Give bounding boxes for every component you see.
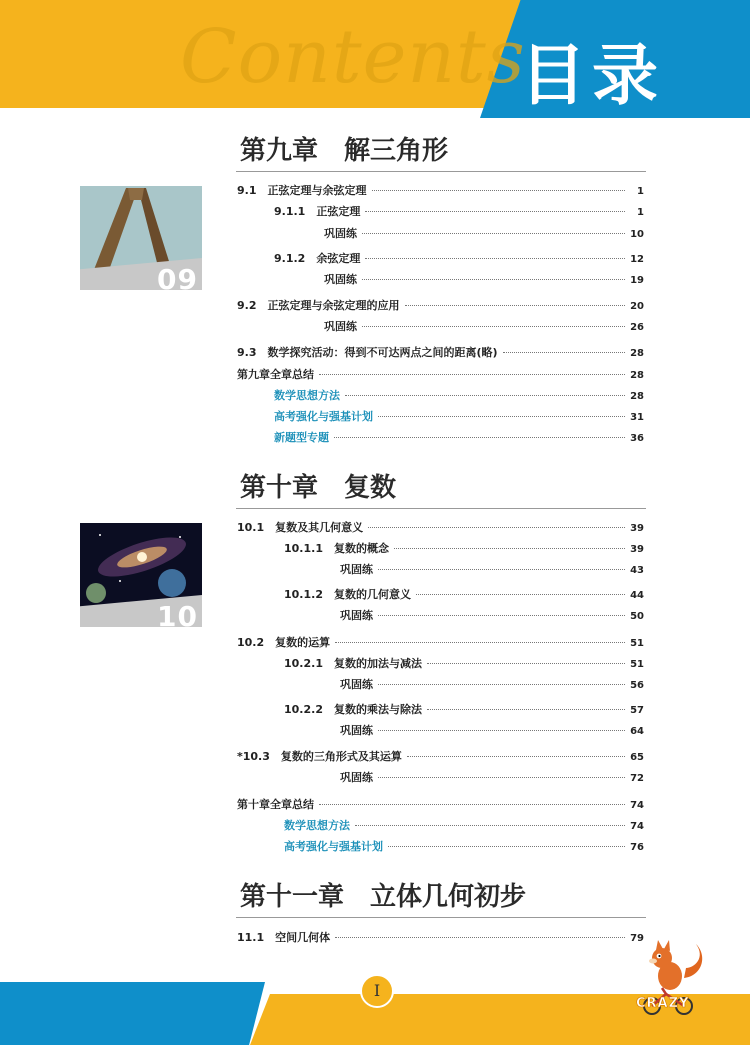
toc-entry-page: 43: [630, 565, 644, 576]
toc-dot-leader: [345, 395, 625, 396]
toc-entry-label: 巩固练: [340, 771, 373, 784]
toc-entry[interactable]: [237, 519, 644, 537]
toc-entry-page: 26: [630, 322, 644, 333]
toc-dot-leader: [334, 437, 625, 438]
toc-entry-label: 10.2 复数的运算: [237, 636, 331, 649]
toc-entry-page: 1: [637, 207, 644, 218]
toc-entry-page: 10: [630, 229, 644, 240]
toc-entry[interactable]: [237, 182, 644, 200]
chapter-11-number: 第十一章: [240, 882, 345, 912]
toc-entry-page: 31: [630, 412, 644, 423]
toc-dot-leader: [365, 211, 625, 212]
toc-dot-leader: [372, 190, 626, 191]
toc-entry-label: 巩固练: [340, 609, 373, 622]
toc-dot-leader: [368, 527, 625, 528]
toc-dot-leader: [378, 777, 625, 778]
toc-entry[interactable]: [237, 344, 644, 362]
toc-entry-label: 数学思想方法: [284, 819, 350, 832]
toc-entry-label: 10.1.1 复数的概念: [284, 542, 389, 555]
toc-entry-label: 巩固练: [340, 724, 373, 737]
toc-entry[interactable]: [237, 366, 644, 384]
toc-entry-label: 第十章全章总结: [237, 798, 314, 811]
toc-entry[interactable]: [284, 838, 644, 856]
toc-entry[interactable]: [237, 929, 644, 947]
chapter-10-badge: 10: [157, 600, 198, 627]
toc-entry[interactable]: [274, 408, 644, 426]
toc-entry[interactable]: [237, 748, 644, 766]
toc-entry-page: 44: [630, 590, 644, 601]
toc-entry[interactable]: [274, 203, 644, 221]
toc-entry-page: 51: [630, 638, 644, 649]
toc-entry-label: 数学思想方法: [274, 389, 340, 402]
toc-entry[interactable]: [284, 701, 644, 719]
page-header: [0, 0, 750, 120]
toc-dot-leader: [427, 663, 625, 664]
chapter-9-image: [80, 186, 202, 290]
toc-entry[interactable]: [324, 225, 644, 243]
toc-dot-leader: [407, 756, 625, 757]
toc-dot-leader: [378, 615, 625, 616]
toc-entry-label: 巩固练: [324, 320, 357, 333]
toc-entry-page: 28: [630, 370, 644, 381]
toc-entry-label: 10.1.2 复数的几何意义: [284, 588, 411, 601]
chapter-10-rule: [236, 508, 646, 509]
toc-entry-label: 10.1 复数及其几何意义: [237, 521, 364, 534]
toc-entry-page: 36: [630, 433, 644, 444]
toc-entry-label: 9.1 正弦定理与余弦定理: [237, 184, 367, 197]
toc-entry-page: 20: [630, 301, 644, 312]
toc-entry-page: 76: [630, 842, 644, 853]
toc-entry[interactable]: [237, 634, 644, 652]
toc-dot-leader: [365, 258, 625, 259]
toc-entry[interactable]: [284, 817, 644, 835]
toc-dot-leader: [355, 825, 625, 826]
chapter-10-name: 复数: [344, 473, 397, 503]
toc-entry[interactable]: [340, 769, 644, 787]
toc-entry-label: 新题型专题: [274, 431, 329, 444]
chapter-9-name: 解三角形: [344, 136, 449, 166]
toc-entry-label: 高考强化与强基计划: [274, 410, 373, 423]
toc-entry[interactable]: [340, 722, 644, 740]
toc-entry-label: 巩固练: [324, 273, 357, 286]
footer-blue-band: [0, 982, 265, 1045]
toc-entry-label: 巩固练: [340, 563, 373, 576]
chapter-11-rule: [236, 917, 646, 918]
mascot-label: CRAZY: [636, 996, 690, 1011]
toc-entry-label: 高考强化与强基计划: [284, 840, 383, 853]
toc-entry[interactable]: [324, 318, 644, 336]
toc-entry-label: 第九章全章总结: [237, 368, 314, 381]
toc-entry-page: 28: [630, 391, 644, 402]
toc-entry[interactable]: [284, 655, 644, 673]
chapter-9-badge: 09: [157, 263, 198, 290]
toc-dot-leader: [362, 233, 625, 234]
toc-dot-leader: [394, 548, 625, 549]
toc-entry-page: 64: [630, 726, 644, 737]
toc-dot-leader: [427, 709, 625, 710]
toc-dot-leader: [319, 804, 625, 805]
toc-dot-leader: [378, 730, 625, 731]
toc-dot-leader: [335, 937, 625, 938]
toc-entry[interactable]: [340, 561, 644, 579]
toc-dot-leader: [335, 642, 625, 643]
chapter-10-title: [240, 467, 396, 504]
toc-entry-label: 巩固练: [324, 227, 357, 240]
page-number: I: [360, 974, 394, 1008]
toc-entry[interactable]: [340, 607, 644, 625]
toc-dot-leader: [378, 684, 625, 685]
toc-dot-leader: [362, 279, 625, 280]
toc-dot-leader: [362, 326, 625, 327]
chapter-9-title: [240, 130, 448, 167]
toc-entry-page: 57: [630, 705, 644, 716]
toc-entry-label: 10.2.2 复数的乘法与除法: [284, 703, 422, 716]
chapter-11-name: 立体几何初步: [370, 882, 527, 912]
toc-entry-page: 72: [630, 773, 644, 784]
toc-entry[interactable]: [237, 297, 644, 315]
toc-entry-page: 28: [630, 348, 644, 359]
toc-dot-leader: [388, 846, 625, 847]
toc-entry-label: 9.1.2 余弦定理: [274, 252, 361, 265]
toc-dot-leader: [378, 569, 625, 570]
toc-entry-label: 9.2 正弦定理与余弦定理的应用: [237, 299, 400, 312]
toc-entry[interactable]: [237, 796, 644, 814]
toc-entry-page: 74: [630, 821, 644, 832]
toc-dot-leader: [319, 374, 625, 375]
toc-dot-leader: [503, 352, 625, 353]
toc-entry-page: 56: [630, 680, 644, 691]
toc-entry[interactable]: [284, 586, 644, 604]
toc-entry-label: 9.3 数学探究活动：得到不可达两点之间的距离(略): [237, 346, 498, 359]
chapter-10-number: 第十章: [240, 473, 319, 503]
toc-entry-label: 9.1.1 正弦定理: [274, 205, 361, 218]
toc-entry-label: *10.3 复数的三角形式及其运算: [237, 750, 402, 763]
toc-dot-leader: [405, 305, 626, 306]
toc-entry-label: 巩固练: [340, 678, 373, 691]
toc-entry-page: 1: [637, 186, 644, 197]
toc-entry-page: 39: [630, 523, 644, 534]
toc-entry[interactable]: [274, 387, 644, 405]
toc-entry-label: 10.2.1 复数的加法与减法: [284, 657, 422, 670]
toc-entry-page: 65: [630, 752, 644, 763]
toc-dot-leader: [416, 594, 625, 595]
toc-dot-leader: [378, 416, 625, 417]
page-title: 目录: [520, 37, 664, 114]
toc-entry-page: 51: [630, 659, 644, 670]
toc-entry[interactable]: [324, 271, 644, 289]
toc-entry[interactable]: [284, 540, 644, 558]
toc-entry-page: 19: [630, 275, 644, 286]
toc-entry-label: 11.1 空间几何体: [237, 931, 331, 944]
toc-entry-page: 12: [630, 254, 644, 265]
toc-entry-page: 50: [630, 611, 644, 622]
toc-entry[interactable]: [274, 429, 644, 447]
chapter-10-image: [80, 523, 202, 627]
chapter-9-rule: [236, 171, 646, 172]
toc-entry-page: 74: [630, 800, 644, 811]
header-decor-text: Contents: [180, 14, 526, 100]
chapter-11-title: [240, 876, 526, 913]
toc-entry[interactable]: [274, 250, 644, 268]
toc-entry-page: 39: [630, 544, 644, 555]
toc-entry[interactable]: [340, 676, 644, 694]
toc-entry-page: 79: [630, 933, 644, 944]
chapter-9-number: 第九章: [240, 136, 319, 166]
